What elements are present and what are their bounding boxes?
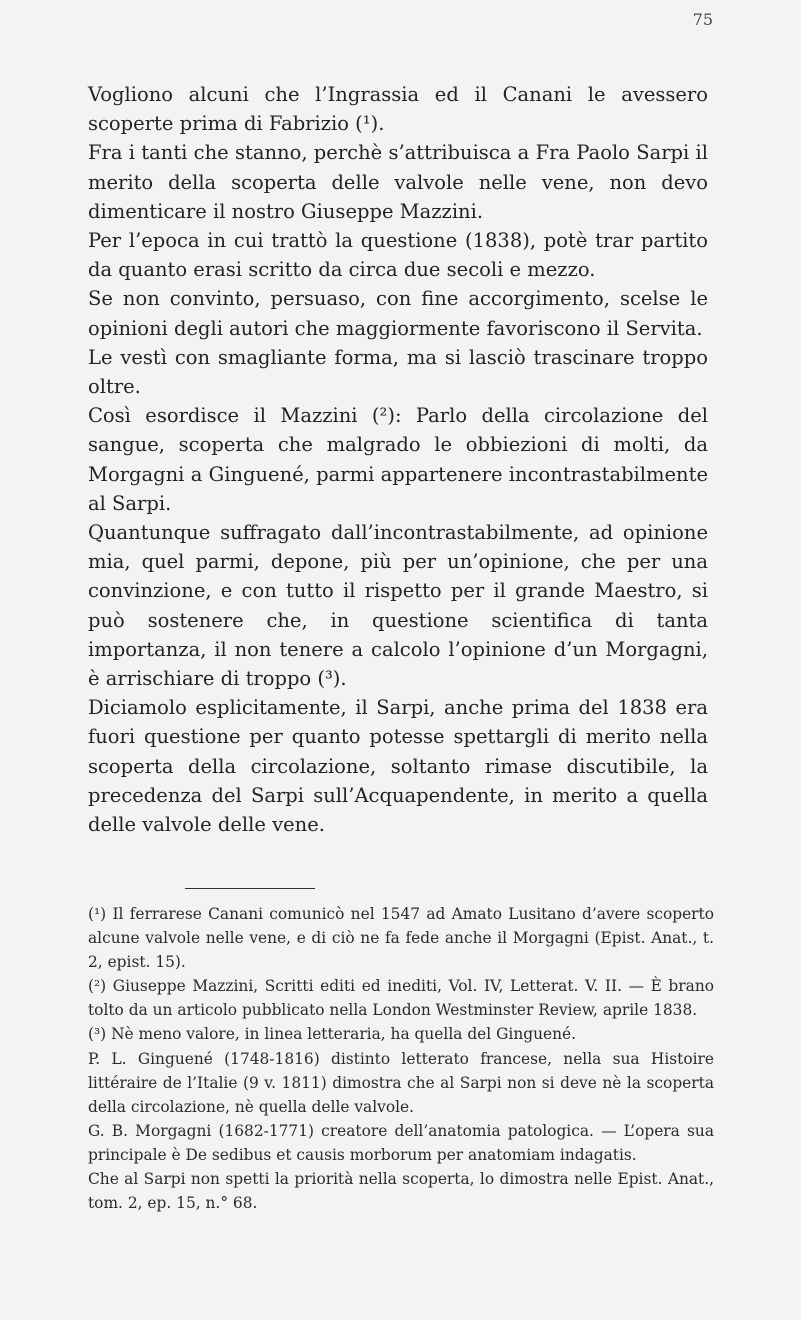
footnote: (¹) Il ferrarese Canani comunicò nel 1547 ad Amato Lusitano d’avere scoperto alcune valvole nelle vene, e di ciò ne fa fede anche il Morgagni (Epist. Anat., t. 2, epist. 15). (88, 905, 714, 972)
footnote: Che al Sarpi non spetti la priorità nella scoperta, lo dimostra nelle Epist. Anat., tom. 2, ep. 15, n.° 68. (88, 1170, 714, 1213)
footnote: (²) Giuseppe Mazzini, Scritti editi ed inediti, Vol. IV, Letterat. V. II. — È brano tolto da un articolo pubblicato nella London Westminster Review, aprile 1838. (88, 977, 714, 1020)
body-text (88, 80, 708, 839)
footnote: P. L. Ginguené (1748-1816) distinto letterato francese, nella sua Histoire littéraire de l’Italie (9 v. 1811) dimostra che al Sarpi non si deve nè la scoperta della circolazione, nè quella delle valvole. (88, 1049, 714, 1116)
paragraph: Così esordisce il Mazzini (²): Parlo della circolazione del sangue, scoperta che malgrado le obbiezioni di molti, da Morgagni a Ginguené, parmi appartenere incontrastabilmente al Sarpi. (88, 404, 708, 515)
paragraph: Vogliono alcuni che l’Ingrassia ed il Canani le avessero scoperte prima di Fabrizio (¹). (88, 83, 708, 136)
paragraph: Se non convinto, persuaso, con fine accorgimento, scelse le opinioni degli autori che maggiormente favoriscono il Servita. (88, 287, 708, 340)
paragraph: Quantunque suffragato dall’incontrastabilmente, ad opinione mia, quel parmi, depone, più per un’opinione, che per una convinzione, e con tutto il rispetto per il grande Maestro, si può sostenere che, in questione scientifica di tanta importanza, il non tenere a calcolo l’opinione d’un Morgagni, è arrischiare di troppo (³). (88, 521, 708, 691)
footnote: G. B. Morgagni (1682-1771) creatore dell’anatomia patologica. — L’opera sua principale è De sedibus et causis morborum per anatomiam indagatis. (88, 1121, 714, 1164)
paragraph: Fra i tanti che stanno, perchè s’attribuisca a Fra Paolo Sarpi il merito della scoperta delle valvole nelle vene, non devo dimenticare il nostro Giuseppe Mazzini. (88, 141, 708, 223)
paragraph: Diciamolo esplicitamente, il Sarpi, anche prima del 1838 era fuori questione per quanto potesse spettargli di merito nella scoperta della circolazione, soltanto rimase discutibile, la precedenza del Sarpi sull’Acquapendente, in merito a quella delle valvole delle vene. (88, 696, 708, 837)
footnote: (³) Nè meno valore, in linea letteraria, ha quella del Ginguené. (88, 1025, 577, 1044)
footnotes (88, 902, 714, 1215)
footnote-separator (185, 888, 315, 889)
page-number: 75 (692, 10, 713, 29)
paragraph: Le vestì con smagliante forma, ma si lasciò trascinare troppo oltre. (88, 345, 708, 399)
paragraph: Per l’epoca in cui trattò la questione (1838), potè trar partito da quanto erasi scritto da circa due secoli e mezzo. (88, 229, 708, 282)
